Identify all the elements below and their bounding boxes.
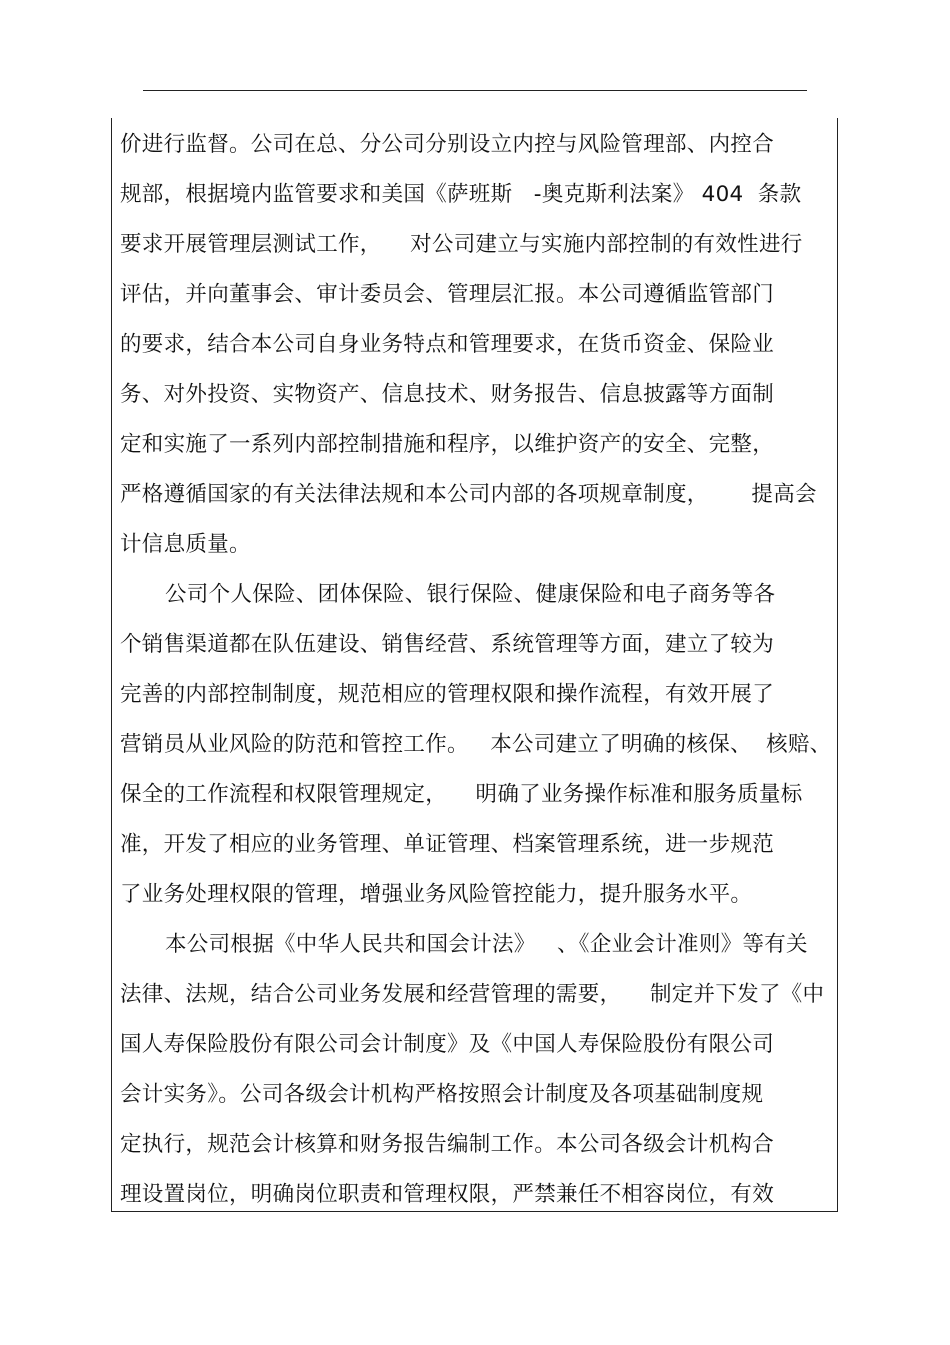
text-line: 严格遵循国家的有关法律法规和本公司内部的各项规章制度， 提高会 <box>120 482 817 507</box>
text-line: 完善的内部控制制度，规范相应的管理权限和操作流程，有效开展了 <box>120 682 775 707</box>
text-line: 要求开展管理层测试工作， 对公司建立与实施内部控制的有效性进行 <box>120 232 803 257</box>
text-line: 评估，并向董事会、审计委员会、管理层汇报。本公司遵循监管部门 <box>120 282 775 307</box>
text-line: 务、对外投资、实物资产、信息技术、财务报告、信息披露等方面制 <box>120 382 775 407</box>
text-line: 的要求，结合本公司自身业务特点和管理要求，在货币资金、保险业 <box>120 332 775 357</box>
text-line: 营销员从业风险的防范和管控工作。 本公司建立了明确的核保、 核赔、 <box>120 732 832 757</box>
paragraph-start-line: 公司个人保险、团体保险、银行保险、健康保险和电子商务等各 <box>165 582 776 607</box>
text-line: 计信息质量。 <box>120 532 251 557</box>
text-line: 价进行监督。公司在总、分公司分别设立内控与风险管理部、内控合 <box>120 132 775 157</box>
header-rule <box>143 90 807 91</box>
text-line: 法律、法规，结合公司业务发展和经营管理的需要， 制定并下发了《中 <box>120 982 825 1007</box>
text-line: 了业务处理权限的管理，增强业务风险管控能力，提升服务水平。 <box>120 882 753 907</box>
text-line: 定和实施了一系列内部控制措施和程序，以维护资产的安全、完整， <box>120 432 775 457</box>
text-line: 个销售渠道都在队伍建设、销售经营、系统管理等方面，建立了较为 <box>120 632 775 657</box>
text-line: 规部，根据境内监管要求和美国《萨班斯 -奥克斯利法案》 404 条款 <box>120 182 802 207</box>
text-line: 理设置岗位，明确岗位职责和管理权限，严禁兼任不相容岗位，有效 <box>120 1182 775 1207</box>
text-line: 国人寿保险股份有限公司会计制度》及《中国人寿保险股份有限公司 <box>120 1032 775 1057</box>
text-line: 会计实务》。公司各级会计机构严格按照会计制度及各项基础制度规 <box>120 1082 764 1107</box>
text-line: 定执行，规范会计核算和财务报告编制工作。本公司各级会计机构合 <box>120 1132 775 1157</box>
paragraph-start-line: 本公司根据《中华人民共和国会计法》 、《企业会计准则》等有关 <box>165 932 808 957</box>
text-line: 保全的工作流程和权限管理规定， 明确了业务操作标准和服务质量标 <box>120 782 803 807</box>
text-line: 准，开发了相应的业务管理、单证管理、档案管理系统，进一步规范 <box>120 832 775 857</box>
